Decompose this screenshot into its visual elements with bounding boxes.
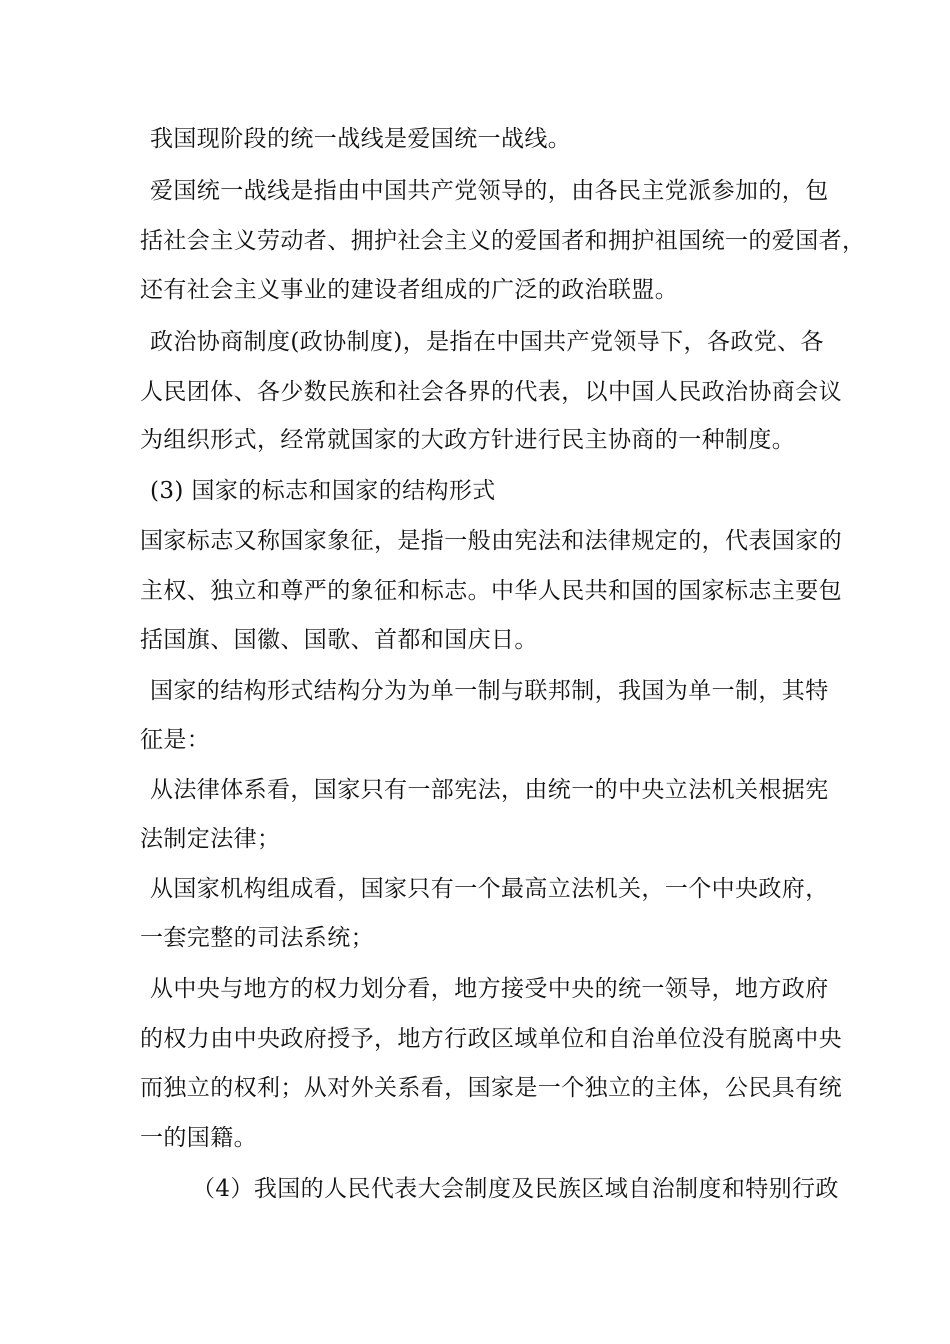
- paragraph-line: 括国旗、国徽、国歌、首都和国庆日。: [140, 627, 538, 653]
- paragraph-line: 一套完整的司法系统；: [140, 925, 374, 951]
- paragraph-line: 政治协商制度(政协制度)，是指在中国共产党领导下，各政党、各: [150, 329, 824, 355]
- paragraph-line: 人民团体、各少数民族和社会各界的代表，以中国人民政治协商会议: [140, 379, 842, 405]
- paragraph-line: 从国家机构组成看，国家只有一个最高立法机关，一个中央政府，: [150, 876, 829, 902]
- paragraph-line: 从中央与地方的权力划分看，地方接受中央的统一领导，地方政府: [150, 976, 829, 1002]
- paragraph-line: 我国现阶段的统一战线是爱国统一战线。: [150, 126, 572, 152]
- paragraph-line: 征是：: [140, 727, 211, 753]
- section-heading: (3) 国家的标志和国家的结构形式: [150, 478, 496, 504]
- paragraph-line: 括社会主义劳动者、拥护社会主义的爱国者和拥护祖国统一的爱国者，: [140, 228, 866, 254]
- paragraph-line: 还有社会主义事业的建设者组成的广泛的政治联盟。: [140, 277, 679, 303]
- paragraph-line: 国家标志又称国家象征，是指一般由宪法和法律规定的，代表国家的: [140, 528, 842, 554]
- paragraph-line: 一的国籍。: [140, 1125, 257, 1151]
- paragraph-line: 法制定法律；: [140, 826, 281, 852]
- paragraph-line: 而独立的权利；从对外关系看，国家是一个独立的主体，公民具有统: [140, 1075, 842, 1101]
- paragraph-line: 的权力由中央政府授予，地方行政区域单位和自治单位没有脱离中央: [140, 1026, 842, 1052]
- paragraph-line: 从法律体系看，国家只有一部宪法，由统一的中央立法机关根据宪: [150, 777, 829, 803]
- paragraph-line: 主权、独立和尊严的象征和标志。中华人民共和国的国家标志主要包: [140, 578, 842, 604]
- paragraph-line: 为组织形式，经常就国家的大政方针进行民主协商的一种制度。: [140, 427, 796, 453]
- paragraph-line: 国家的结构形式结构分为为单一制与联邦制，我国为单一制，其特: [150, 678, 829, 704]
- section-heading: （4）我国的人民代表大会制度及民族区域自治制度和特别行政: [192, 1176, 839, 1202]
- paragraph-line: 爱国统一战线是指由中国共产党领导的，由各民主党派参加的，包: [150, 178, 829, 204]
